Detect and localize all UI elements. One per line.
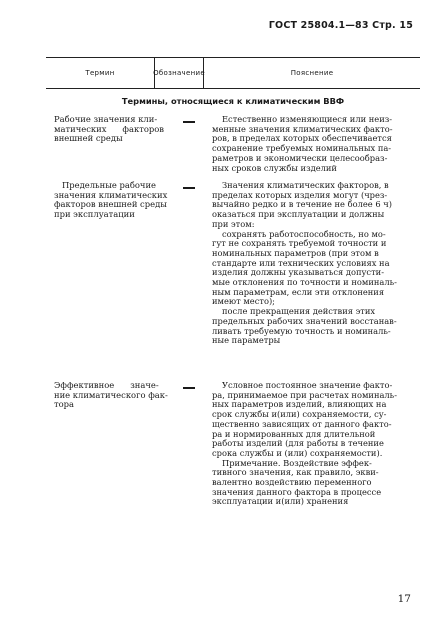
explanation-line: Значения климатических факторов, в	[222, 181, 389, 190]
explanation-line: тивного значения, как правило, экви-	[212, 468, 379, 478]
explanation-line: срок службы и(или) сохраняемости, су-	[212, 410, 387, 420]
designation-dash	[183, 121, 195, 123]
explanation-line: сохранение требуемых номинальных па-	[212, 144, 392, 154]
explanation-line: оказаться при эксплуатации и должны	[212, 210, 385, 220]
column-explanation: Пояснение	[290, 69, 334, 77]
column-term: Термин	[85, 69, 115, 77]
term-line: Предельные рабочие	[62, 180, 156, 190]
explanation-line: валентно воздействию переменного	[212, 478, 372, 488]
term-entry-2	[54, 180, 168, 219]
column-designation: Обозначение	[154, 58, 204, 88]
term-line: тора	[54, 399, 75, 410]
explanation-line: стандарте или технических условиях на	[212, 258, 390, 268]
page-number: 17	[397, 593, 411, 605]
explanation-line: Естественно изменяющиеся или неиз-	[222, 115, 393, 124]
term-line: при эксплуатации	[54, 208, 135, 219]
term-line: матических факторов	[54, 123, 164, 134]
explanation-line: предельных рабочих значений восстанав-	[212, 316, 397, 326]
explanation-line: ным параметрам, если эти отклонения	[212, 287, 385, 297]
explanation-line: ров, в пределах которых обеспечивается	[212, 134, 392, 144]
explanation-line: при этом:	[212, 219, 255, 229]
explanation-line: изделия должны указываться допусти-	[212, 268, 384, 278]
explanation-line: ных параметров изделий, влияющих на	[212, 400, 387, 410]
term-line: значения климатических	[54, 189, 168, 200]
explanation-line: срока службы и (или) сохраняемости).	[212, 448, 383, 458]
explanation-note: Примечание. Воздействие эффек-	[222, 458, 372, 468]
term-entry-3	[54, 380, 168, 410]
explanation-entry-2	[212, 181, 420, 346]
explanation-line: раметров и экономически целесообраз-	[212, 153, 388, 163]
explanation-line: номинальных параметров (при этом в	[212, 248, 379, 258]
explanation-line: пределах которых изделия могут (чрез-	[212, 190, 388, 200]
explanation-entry-1	[212, 115, 420, 173]
explanation-line: щественно зависящих от данного факто-	[212, 419, 392, 429]
explanation-entry-3	[212, 381, 420, 507]
explanation-line: Условное постоянное значение факто-	[222, 381, 393, 390]
explanation-line: ливать требуемую точность и номиналь-	[212, 326, 391, 336]
term-line: внешней среды	[54, 133, 123, 144]
term-line: Эффективное значе-	[54, 380, 159, 390]
explanation-line: имеют место);	[212, 297, 275, 307]
designation-dash	[183, 187, 195, 189]
explanation-line: гут не сохранять требуемой точности и	[212, 239, 387, 249]
explanation-line: эксплуатации и(или) хранения	[212, 497, 349, 507]
explanation-line: ные параметры	[212, 336, 281, 346]
section-title: Термины, относящиеся к климатическим ВВФ	[121, 96, 345, 106]
explanation-line: ра, принимаемое при расчетах номиналь-	[212, 390, 398, 400]
explanation-line: сохранять работоспособность, но мо-	[222, 229, 386, 239]
explanation-line: после прекращения действия этих	[222, 307, 376, 317]
designation-dash	[183, 387, 195, 389]
term-line: ние климатического фак-	[54, 389, 168, 400]
term-entry-1	[54, 114, 164, 144]
explanation-line: ра и нормированных для длительной	[212, 429, 376, 439]
page-header: ГОСТ 25804.1—83 Стр. 15	[268, 20, 413, 31]
term-line: факторов внешней среды	[54, 199, 167, 210]
explanation-line: вычайно редко и в течение не более 6 ч)	[212, 200, 392, 210]
term-line: Рабочие значения кли-	[54, 114, 158, 124]
explanation-line: мые отклонения по точности и номиналь-	[212, 278, 397, 288]
table-header	[46, 57, 420, 89]
explanation-line: ных сроков службы изделий	[212, 163, 337, 173]
explanation-line: значения данного фактора в процессе	[212, 487, 382, 497]
explanation-line: менные значения климатических факто-	[212, 124, 393, 134]
explanation-line: работы изделий (для работы в течение	[212, 439, 384, 449]
